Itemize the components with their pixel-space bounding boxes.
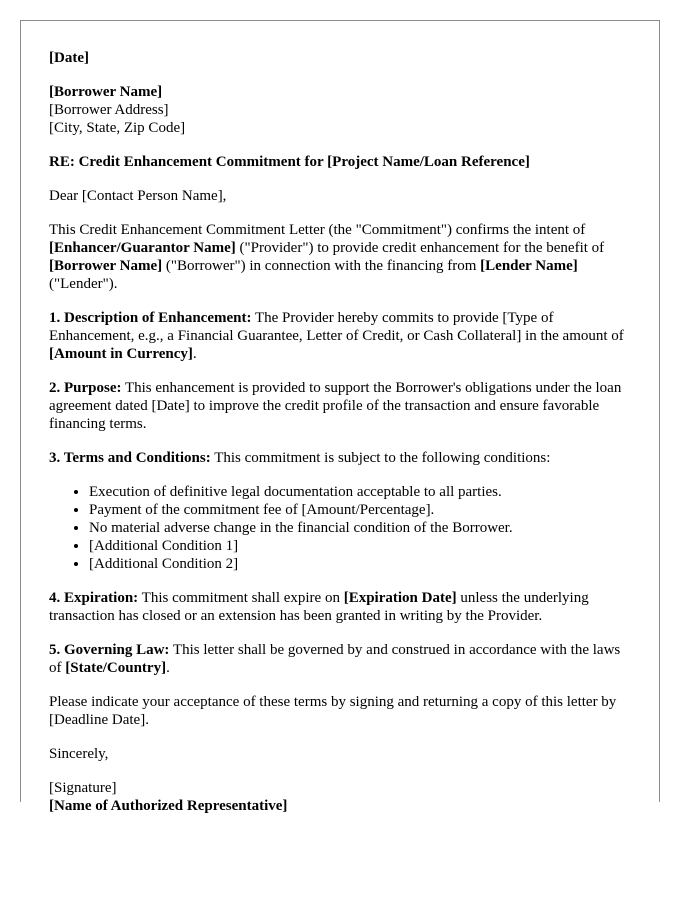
letter-date [49, 49, 634, 67]
section-5-heading: 5. Governing Law: [49, 642, 170, 658]
section-2-text: This enhancement is provided to support the Borrower's obligations under the loan agreement dated [Date] to improve the credit profile of the transaction and ensure favorable financing terms. [49, 380, 622, 432]
amount-in-currency: [Amount in Currency] [49, 346, 193, 362]
section-1-text: The Provider hereby commits to provide [Type of Enhancement, e.g., a Financial Guarantee, Letter of Credit, or Cash Collateral] in the amount of [49, 310, 624, 344]
condition-item: • Payment of the commitment fee of [Amount/Percentage]. [89, 501, 634, 519]
section-description [49, 309, 634, 363]
borrower-address-block [49, 83, 634, 137]
section-2-heading: 2. Purpose: [49, 380, 122, 396]
section-5-text: This letter shall be governed by and construed in accordance with the laws of [49, 642, 621, 676]
section-1-heading: 1. Description of Enhancement: [49, 310, 252, 326]
subject-text: RE: Credit Enhancement Commitment for [Project Name/Loan Reference] [49, 154, 530, 170]
borrower-address: [Borrower Address] [49, 102, 169, 118]
section-purpose [49, 379, 634, 433]
closing-request: Please indicate your acceptance of these terms by signing and returning a copy of this letter by [Deadline Date]. [49, 694, 617, 728]
intro-text-2: ("Provider") to provide credit enhancement for the benefit of [235, 240, 605, 256]
section-governing-law [49, 641, 634, 677]
section-1-end: . [192, 346, 197, 362]
section-4-heading: 4. Expiration: [49, 590, 139, 606]
letter-page [20, 20, 660, 814]
condition-item: • [Additional Condition 1] [89, 537, 634, 555]
valediction: Sincerely, [49, 746, 109, 762]
letter-body [49, 49, 634, 831]
subject-line [49, 153, 634, 171]
section-4-text: This commitment shall expire on [138, 590, 344, 606]
signature-placeholder: [Signature] [49, 780, 117, 796]
intro-text-3: ("Borrower") in connection with the financing from [162, 258, 481, 274]
date-text: [Date] [49, 50, 89, 66]
section-expiration [49, 589, 634, 625]
conditions-list [49, 483, 634, 573]
provider-name: [Enhancer/Guarantor Name] [49, 240, 236, 256]
section-terms [49, 449, 634, 467]
section-3-text: This commitment is subject to the following conditions: [210, 450, 551, 466]
signature-block [49, 779, 634, 815]
lender-name: [Lender Name] [480, 258, 578, 274]
intro-text-4: ("Lender"). [49, 276, 118, 292]
borrower-city: [City, State, Zip Code] [49, 120, 186, 136]
salutation: Dear [Contact Person Name], [49, 188, 227, 204]
intro-paragraph [49, 221, 634, 293]
section-4-end: unless the underlying transaction has closed or an extension has been granted in writing by the Provider. [49, 590, 589, 624]
condition-item: • Execution of definitive legal documentation acceptable to all parties. [89, 483, 634, 501]
borrower-name: [Borrower Name] [49, 84, 163, 100]
intro-borrower-name: [Borrower Name] [49, 258, 163, 274]
expiration-date: [Expiration Date] [343, 590, 457, 606]
section-3-heading: 3. Terms and Conditions: [49, 450, 211, 466]
condition-item: • No material adverse change in the financial condition of the Borrower. [89, 519, 634, 537]
section-5-end: . [166, 660, 170, 676]
signer-name: [Name of Authorized Representative] [49, 798, 288, 814]
intro-text-1: This Credit Enhancement Commitment Letter (the "Commitment") confirms the intent of [49, 222, 586, 238]
state-country: [State/Country] [65, 660, 167, 676]
condition-item: • [Additional Condition 2] [89, 555, 634, 573]
